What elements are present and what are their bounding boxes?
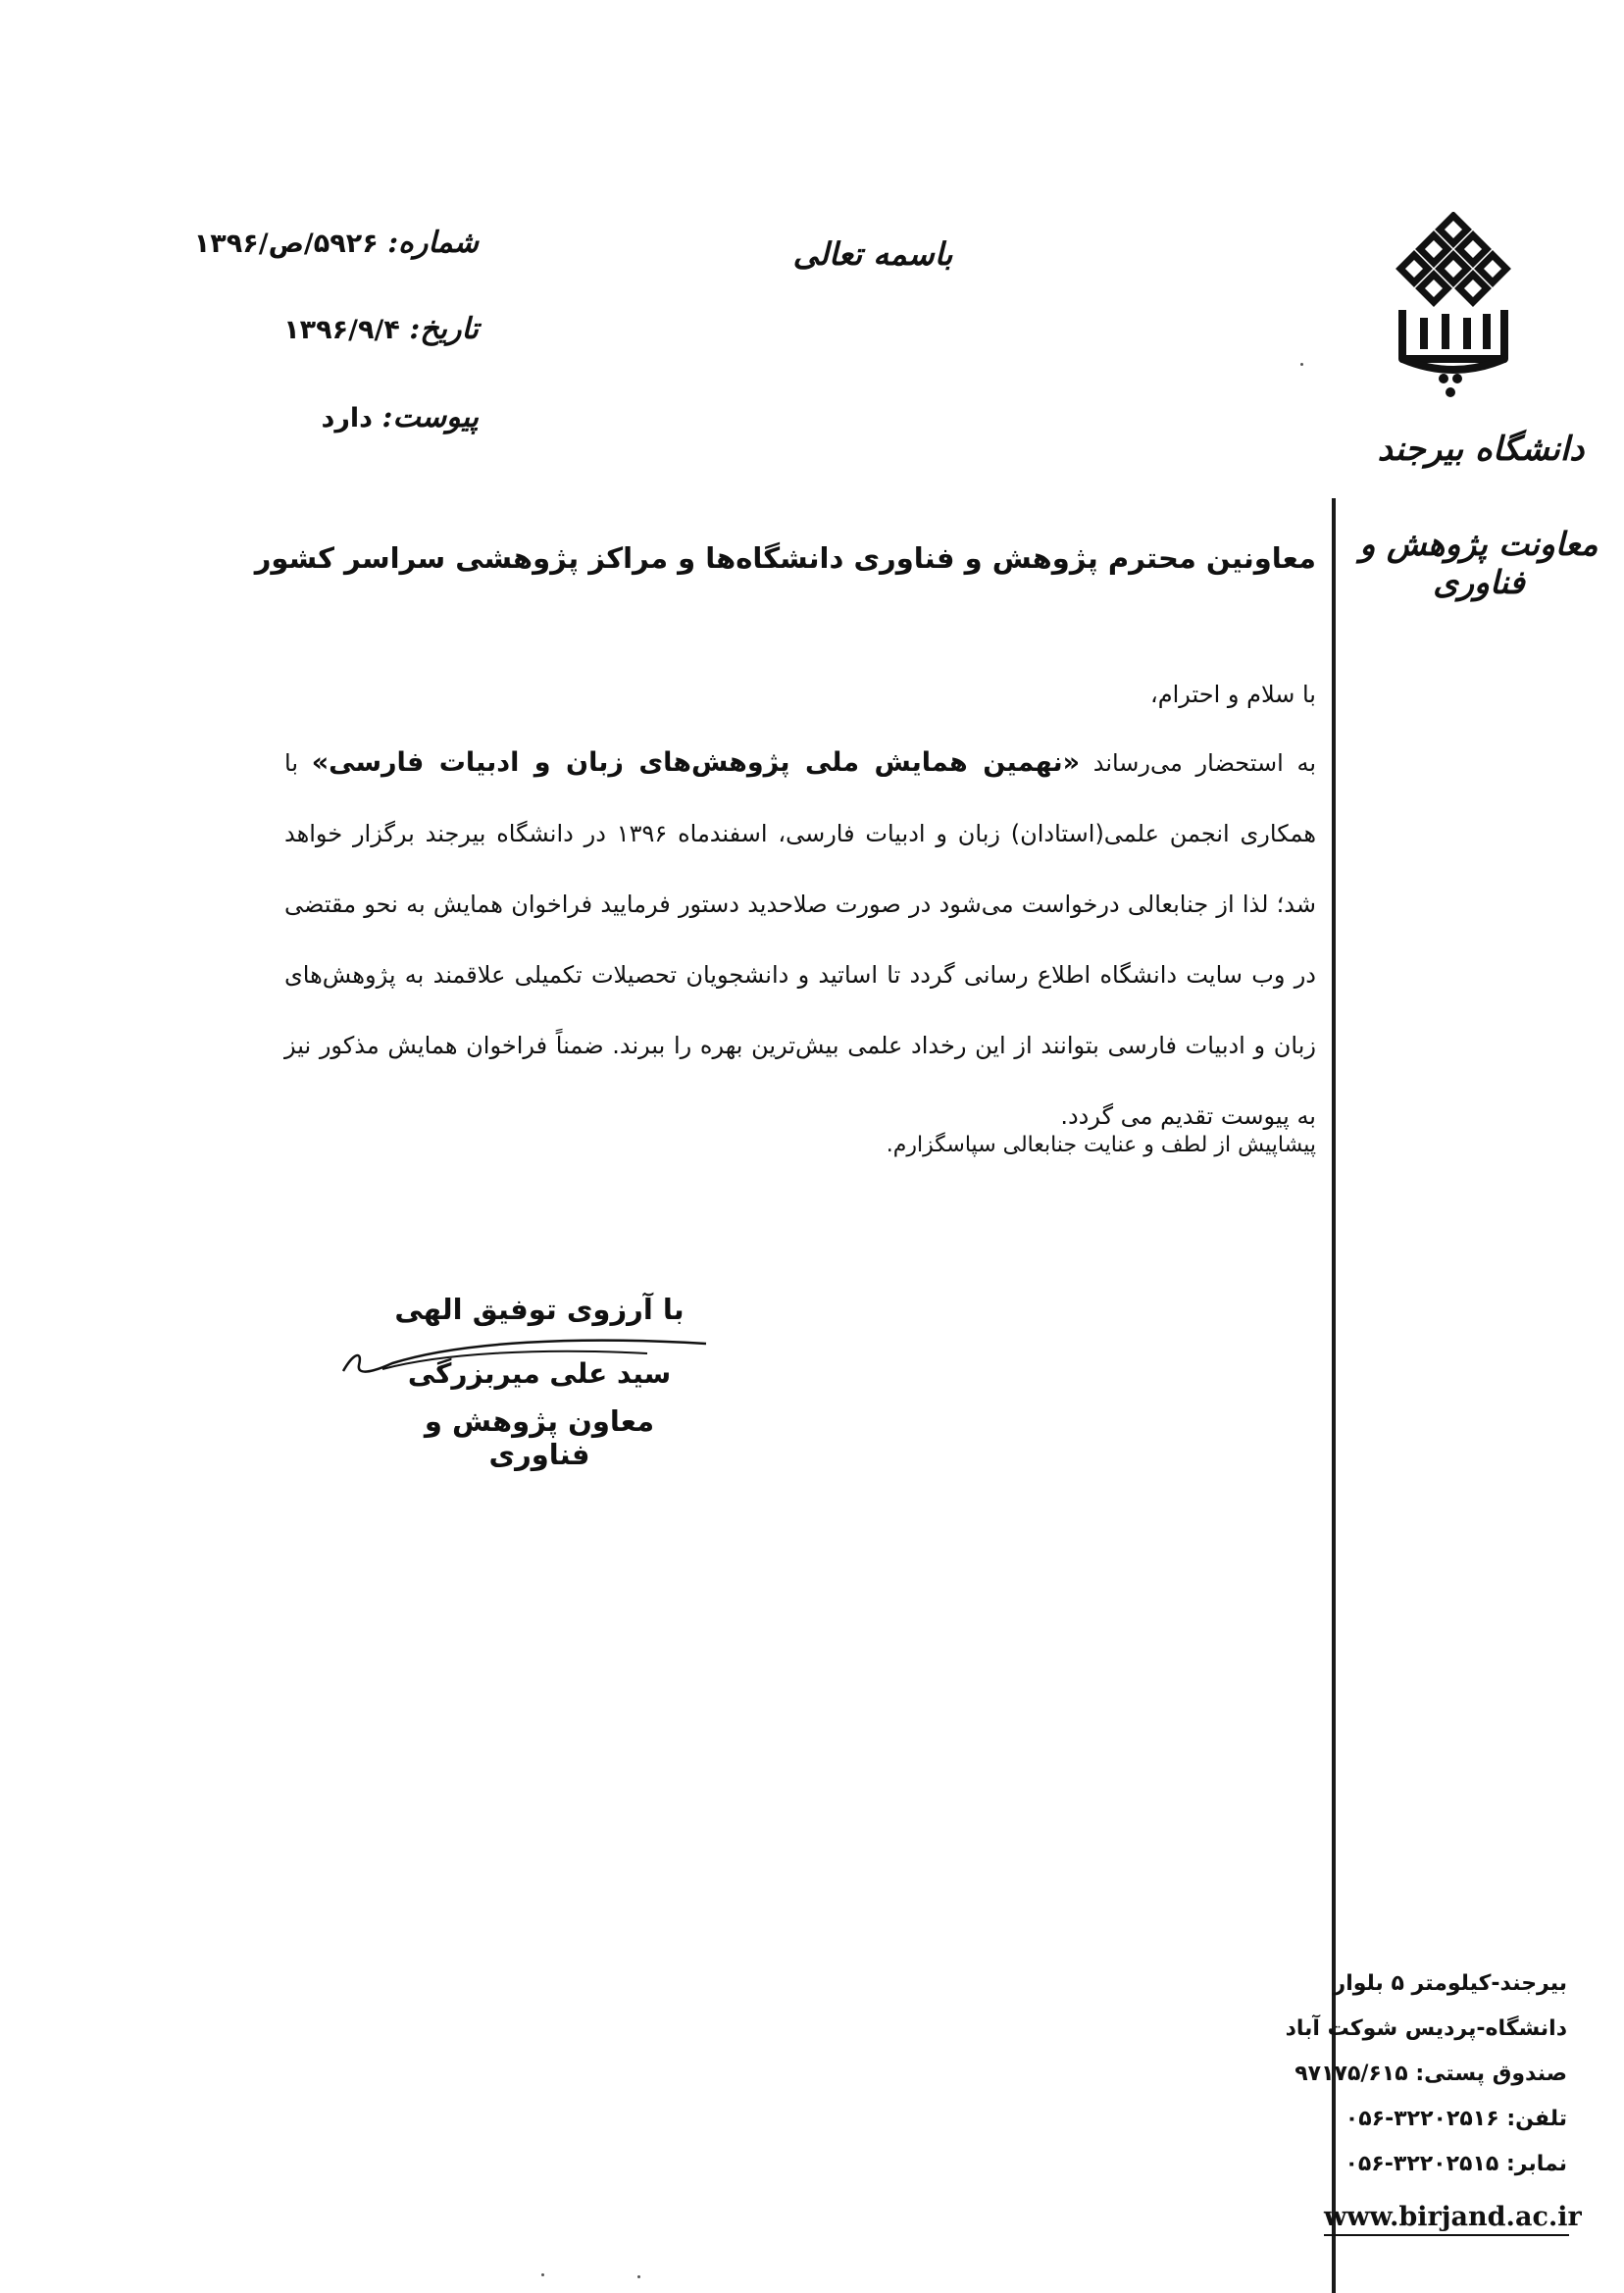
footer-phone: تلفن: ۳۲۲۰۲۵۱۶-۰۵۶	[1345, 2107, 1567, 2131]
date-label: تاریخ:	[409, 312, 479, 346]
letter-date	[283, 312, 479, 346]
greeting: با سلام و احترام،	[1149, 681, 1316, 708]
bismillah-heading: باسمه تعالی	[792, 235, 953, 273]
university-logo	[1395, 212, 1512, 408]
letter-attachment	[322, 400, 480, 434]
paragraph-intro: به استحضار می‌رساند	[1092, 749, 1316, 777]
date-value: ۱۳۹۶/۹/۴	[283, 315, 400, 345]
scan-speck	[637, 2275, 640, 2278]
scan-speck	[541, 2273, 544, 2276]
attachment-value: دارد	[321, 403, 374, 433]
department-name: معاونت پژوهش و فناوری	[1359, 525, 1599, 601]
footer-address-line2: دانشگاه-پردیس شوکت آباد	[1285, 2016, 1567, 2041]
letter-paragraph	[284, 728, 1316, 1151]
signer-name: سید علی میربزرگی	[407, 1357, 672, 1390]
closing-line: پیشاپیش از لطف و عنایت جنابعالی سپاسگزارم.	[886, 1133, 1316, 1157]
letter-number	[194, 226, 479, 260]
footer-postal-box: صندوق پستی: ۹۷۱۷۵/۶۱۵	[1294, 2062, 1567, 2086]
footer-fax: نمابر: ۳۲۲۰۲۵۱۵-۰۵۶	[1345, 2152, 1567, 2176]
university-name: دانشگاه بیرجند	[1377, 430, 1585, 469]
conference-title: «نهمین همایش ملی پژوهش‌های زبان و ادبیات فارسی»	[311, 747, 1081, 778]
closing-wish: با آرزوی توفیق الهی	[394, 1293, 685, 1326]
scan-speck	[1300, 363, 1303, 366]
number-value: ۵۹۲۶/ص/۱۳۹۶	[193, 229, 379, 259]
signer-title: معاون پژوهش و فناوری	[424, 1404, 655, 1471]
attachment-label: پیوست:	[381, 400, 479, 434]
number-label: شماره:	[387, 226, 479, 260]
footer-website: www.birjand.ac.ir	[1324, 2202, 1569, 2236]
recipient-line: معاونین محترم پژوهش و فناوری دانشگاه‌ها و مراکز پژوهشی سراسر کشور	[254, 541, 1316, 575]
paragraph-body: با همکاری انجمن علمی(استادان) زبان و ادبیات فارسی، اسفندماه ۱۳۹۶ در دانشگاه بیرجند برگزار خواهد شد؛ لذا از جنابعالی درخواست می‌شود در صورت صلاحدید دستور فرمایید فراخوان همایش به نحو مقتضی در وب سایت دانشگاه اطلاع رسانی گردد تا اساتید و دانشجویان تحصیلات تکمیلی علاقمند به پژوهش‌های زبان و ادبیات فارسی بتوانند از این رخداد علمی بیش‌ترین بهره را ببرند. ضمناً فراخوان همایش مذکور نیز به پیوست تقدیم می گردد.	[284, 749, 1316, 1130]
footer-address-line1: بیرجند-کیلومتر ۵ بلوار	[1333, 1971, 1567, 1996]
